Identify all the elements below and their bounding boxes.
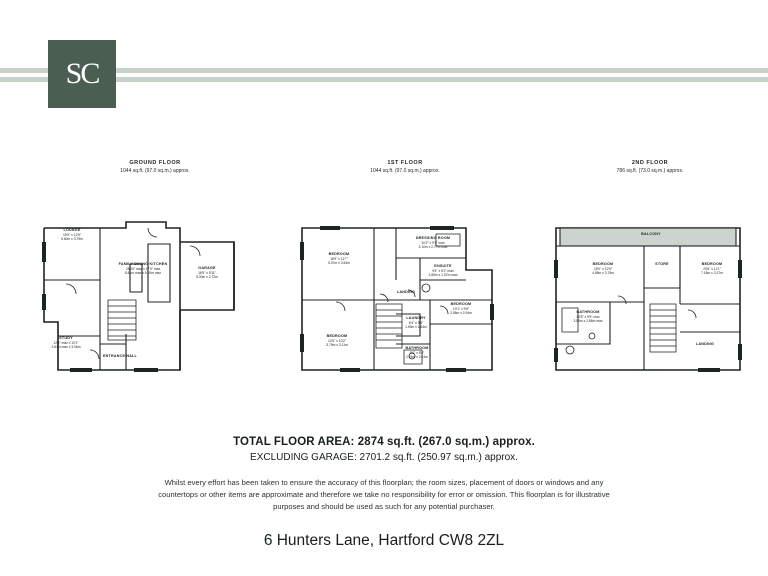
brand-logo: [48, 40, 116, 108]
room-family-dining-kitchen: FAMILY DINING KITCHEN 28'10" max x 17'0" max 8.81m max x 5.19m max: [118, 262, 168, 276]
plan-subtitle-first: 1044 sq.ft. (97.0 sq.m.) approx.: [370, 168, 440, 174]
room-bedroom-left: BEDROOM 15'0" x 12'5" 4.58m x 3.78m: [592, 262, 614, 276]
room-bedroom-right: BEDROOM 23'6" x 11'1" 7.16m x 3.37m: [701, 262, 723, 276]
room-ensuite: ENSUITE 9'4" x 5'2" max 2.85m x 1.57m max: [428, 264, 458, 278]
room-bathroom: BATHROOM 9'0" x 8'6" 2.74m x 2.61m: [405, 346, 429, 360]
plan-subtitle-ground: 1044 sq.ft. (97.0 sq.m.) approx.: [120, 168, 190, 174]
plan-drawing-second: [530, 184, 768, 374]
plan-canvas-ground: [30, 184, 280, 374]
room-bedroom-rear-right: BEDROOM 10'1" x 9'8" 3.08m x 2.94m: [450, 302, 472, 316]
room-landing: LANDING: [396, 290, 416, 294]
room-laundry: LAUNDRY 6'4" x 5'5" 1.93m x 1.64m: [405, 316, 427, 330]
logo-monogram-text: SC: [65, 57, 99, 90]
plan-title-ground: GROUND FLOOR: [129, 160, 181, 166]
total-floor-area: TOTAL FLOOR AREA: 2874 sq.ft. (267.0 sq.m.) approx.: [233, 436, 535, 448]
disclaimer-text: Whilst every effort has been taken to ensure the accuracy of this floorplan; the room sizes, placement of doors or windows and any countertops or other items are approximate and therefore we take no responsibility for error or omission. This floorplan is for illustrative purposes and should be used as such for any potential purchaser.: [158, 478, 610, 511]
excluding-garage-area: EXCLUDING GARAGE: 2701.2 sq.ft. (250.97 sq.m.) approx.: [250, 452, 518, 463]
room-lounge: LOUNGE 18'5" x 12'5" 5.60m x 3.79m: [61, 228, 83, 242]
room-bedroom-front-left: BEDROOM 16'9" x 11'7" 5.07m x 3.54m: [328, 252, 350, 266]
floorplan-footer: [0, 436, 768, 550]
plan-title-second: 2ND FLOOR: [631, 160, 669, 166]
floorplan-first: [280, 160, 530, 374]
plan-canvas-second: [530, 184, 768, 374]
room-balcony: BALCONY: [641, 232, 661, 236]
room-dressing-room: DRESSING ROOM 10'2" x 9'1" max 3.10m x 2.77m max: [415, 236, 451, 250]
room-bathroom-second: BATHROOM 12'8" x 9'5" max 3.86m x 2.88m max: [573, 310, 603, 324]
plan-subtitle-second: 786 sq.ft. (73.0 sq.m.) approx.: [616, 168, 684, 174]
floorplan-second: [530, 160, 768, 374]
plan-canvas-first: [280, 184, 530, 374]
property-address: 6 Hunters Lane, Hartford CW8 2ZL: [263, 532, 505, 550]
room-study: STUDY 12'5" max x 10'1" 3.81m max x 3.08m: [51, 336, 81, 350]
room-garage: GARAGE 16'5" x 8'11" 5.00m x 2.72m: [196, 266, 218, 280]
floorplan-ground: [30, 160, 280, 374]
room-entrance-hall: ENTRANCE HALL: [103, 354, 137, 358]
room-landing-second: LANDING: [695, 342, 715, 346]
room-store: STORE: [655, 262, 669, 266]
room-bedroom-rear-left: BEDROOM 12'5" x 10'2" 3.79m x 3.11m: [326, 334, 348, 348]
plan-title-first: 1ST FLOOR: [387, 160, 423, 166]
